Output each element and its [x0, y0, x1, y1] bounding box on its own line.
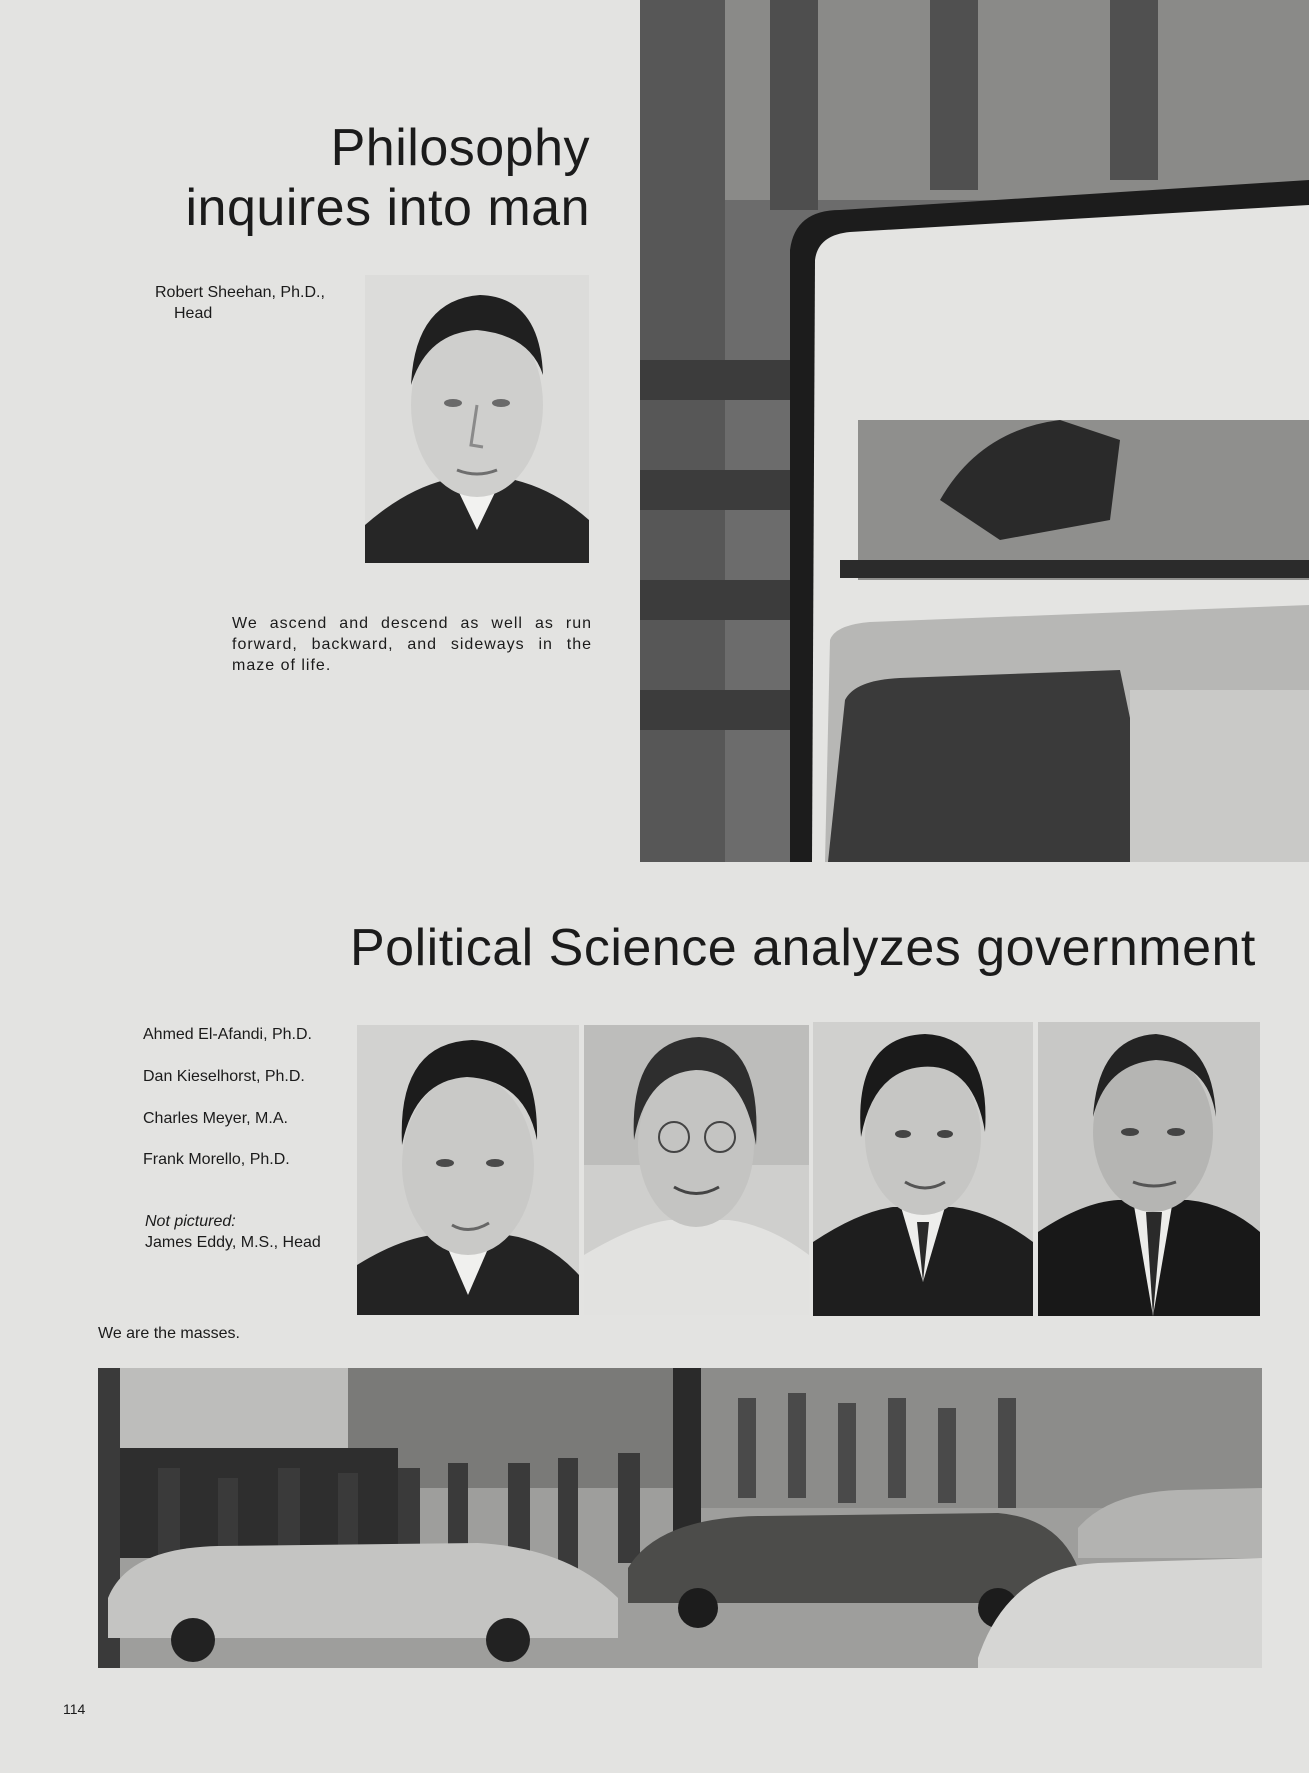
faculty-name-meyer: Charles Meyer, M.A. [143, 1110, 288, 1127]
not-pictured-label: Not pictured: [145, 1213, 236, 1230]
philosophy-title-line1: Philosophy [330, 119, 590, 177]
meyer-portrait [813, 1022, 1033, 1316]
kieselhorst-portrait [584, 1025, 809, 1315]
sheehan-name: Robert Sheehan, Ph.D., [155, 284, 325, 301]
political-science-title: Political Science analyzes government [350, 919, 1256, 977]
faculty-name-kieselhorst: Dan Kieselhorst, Ph.D. [143, 1068, 305, 1085]
philosophy-quote: We ascend and descend as well as run forward, backward, and sideways in the maze of life. [232, 615, 592, 674]
faculty-name-morello: Frank Morello, Ph.D. [143, 1151, 290, 1168]
staircase-photo [640, 0, 1309, 862]
sheehan-role: Head [174, 305, 213, 322]
not-pictured-name: James Eddy, M.S., Head [145, 1234, 321, 1251]
faculty-name-el-afandi: Ahmed El-Afandi, Ph.D. [143, 1026, 312, 1043]
philosophy-title-line2: inquires into man [185, 179, 590, 237]
el-afandi-portrait [357, 1025, 579, 1315]
masses-caption: We are the masses. [98, 1325, 240, 1342]
sheehan-caption [155, 282, 325, 324]
page-number: 114 [63, 1701, 86, 1717]
sheehan-portrait [365, 275, 589, 563]
philosophy-title [90, 118, 590, 238]
morello-portrait [1038, 1022, 1260, 1316]
crowd-street-photo [98, 1368, 1262, 1668]
